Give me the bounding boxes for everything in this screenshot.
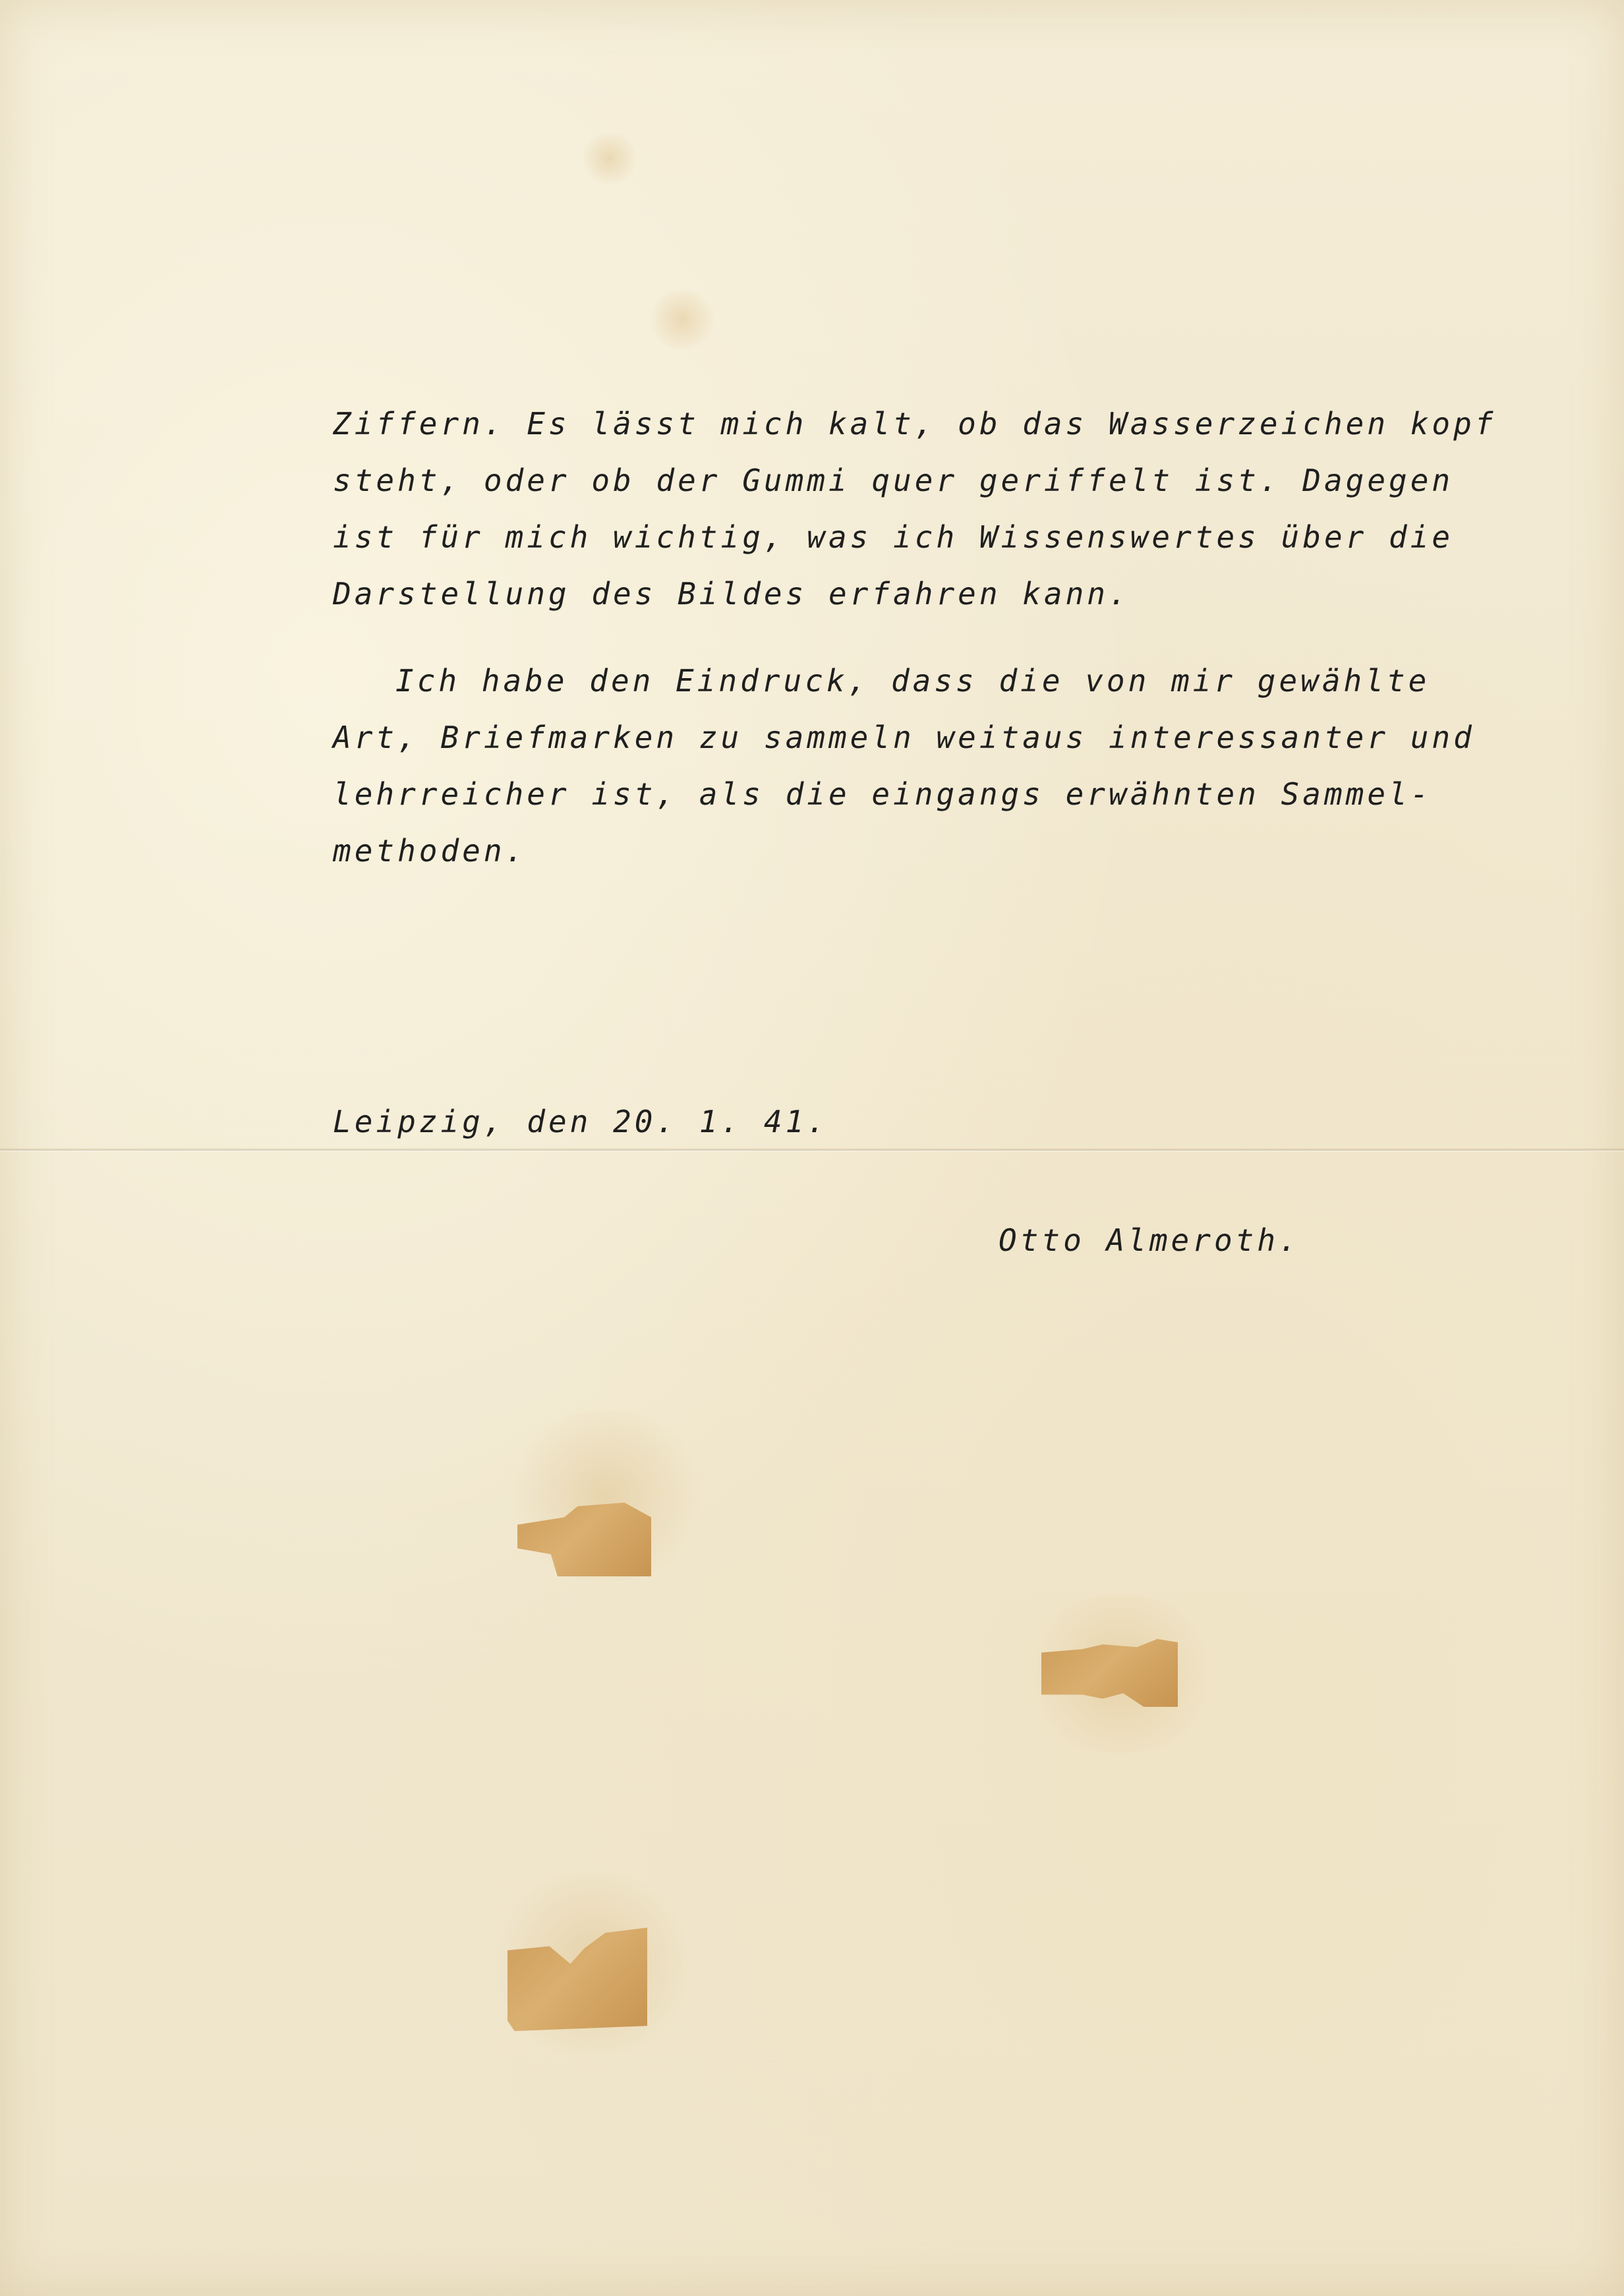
fold-crease	[0, 1148, 1624, 1152]
text-line: ist für mich wichtig, was ich Wissenswertes über die	[333, 519, 1454, 555]
text-line: Ich habe den Eindruck, dass die von mir gewählte	[395, 663, 1430, 699]
paragraph-2	[333, 652, 1493, 879]
paper-stain	[580, 132, 639, 185]
paper-stain	[646, 290, 718, 349]
text-line: methoden.	[333, 833, 527, 869]
place-date: Leipzig, den 20. 1. 41.	[333, 1104, 828, 1139]
signature: Otto Almeroth.	[999, 1222, 1300, 1258]
text-line: lehrreicher ist, als die eingangs erwähnten Sammel-	[333, 776, 1432, 812]
text-line: Art, Briefmarken zu sammeln weitaus interessanter und	[333, 720, 1475, 755]
paragraph-1	[333, 395, 1497, 622]
text-line: steht, oder ob der Gummi quer geriffelt ist. Dagegen	[333, 463, 1454, 498]
text-line: Ziffern. Es lässt mich kalt, ob das Wasserzeichen kopf	[333, 406, 1497, 442]
text-line: Darstellung des Bildes erfahren kann.	[333, 576, 1130, 612]
